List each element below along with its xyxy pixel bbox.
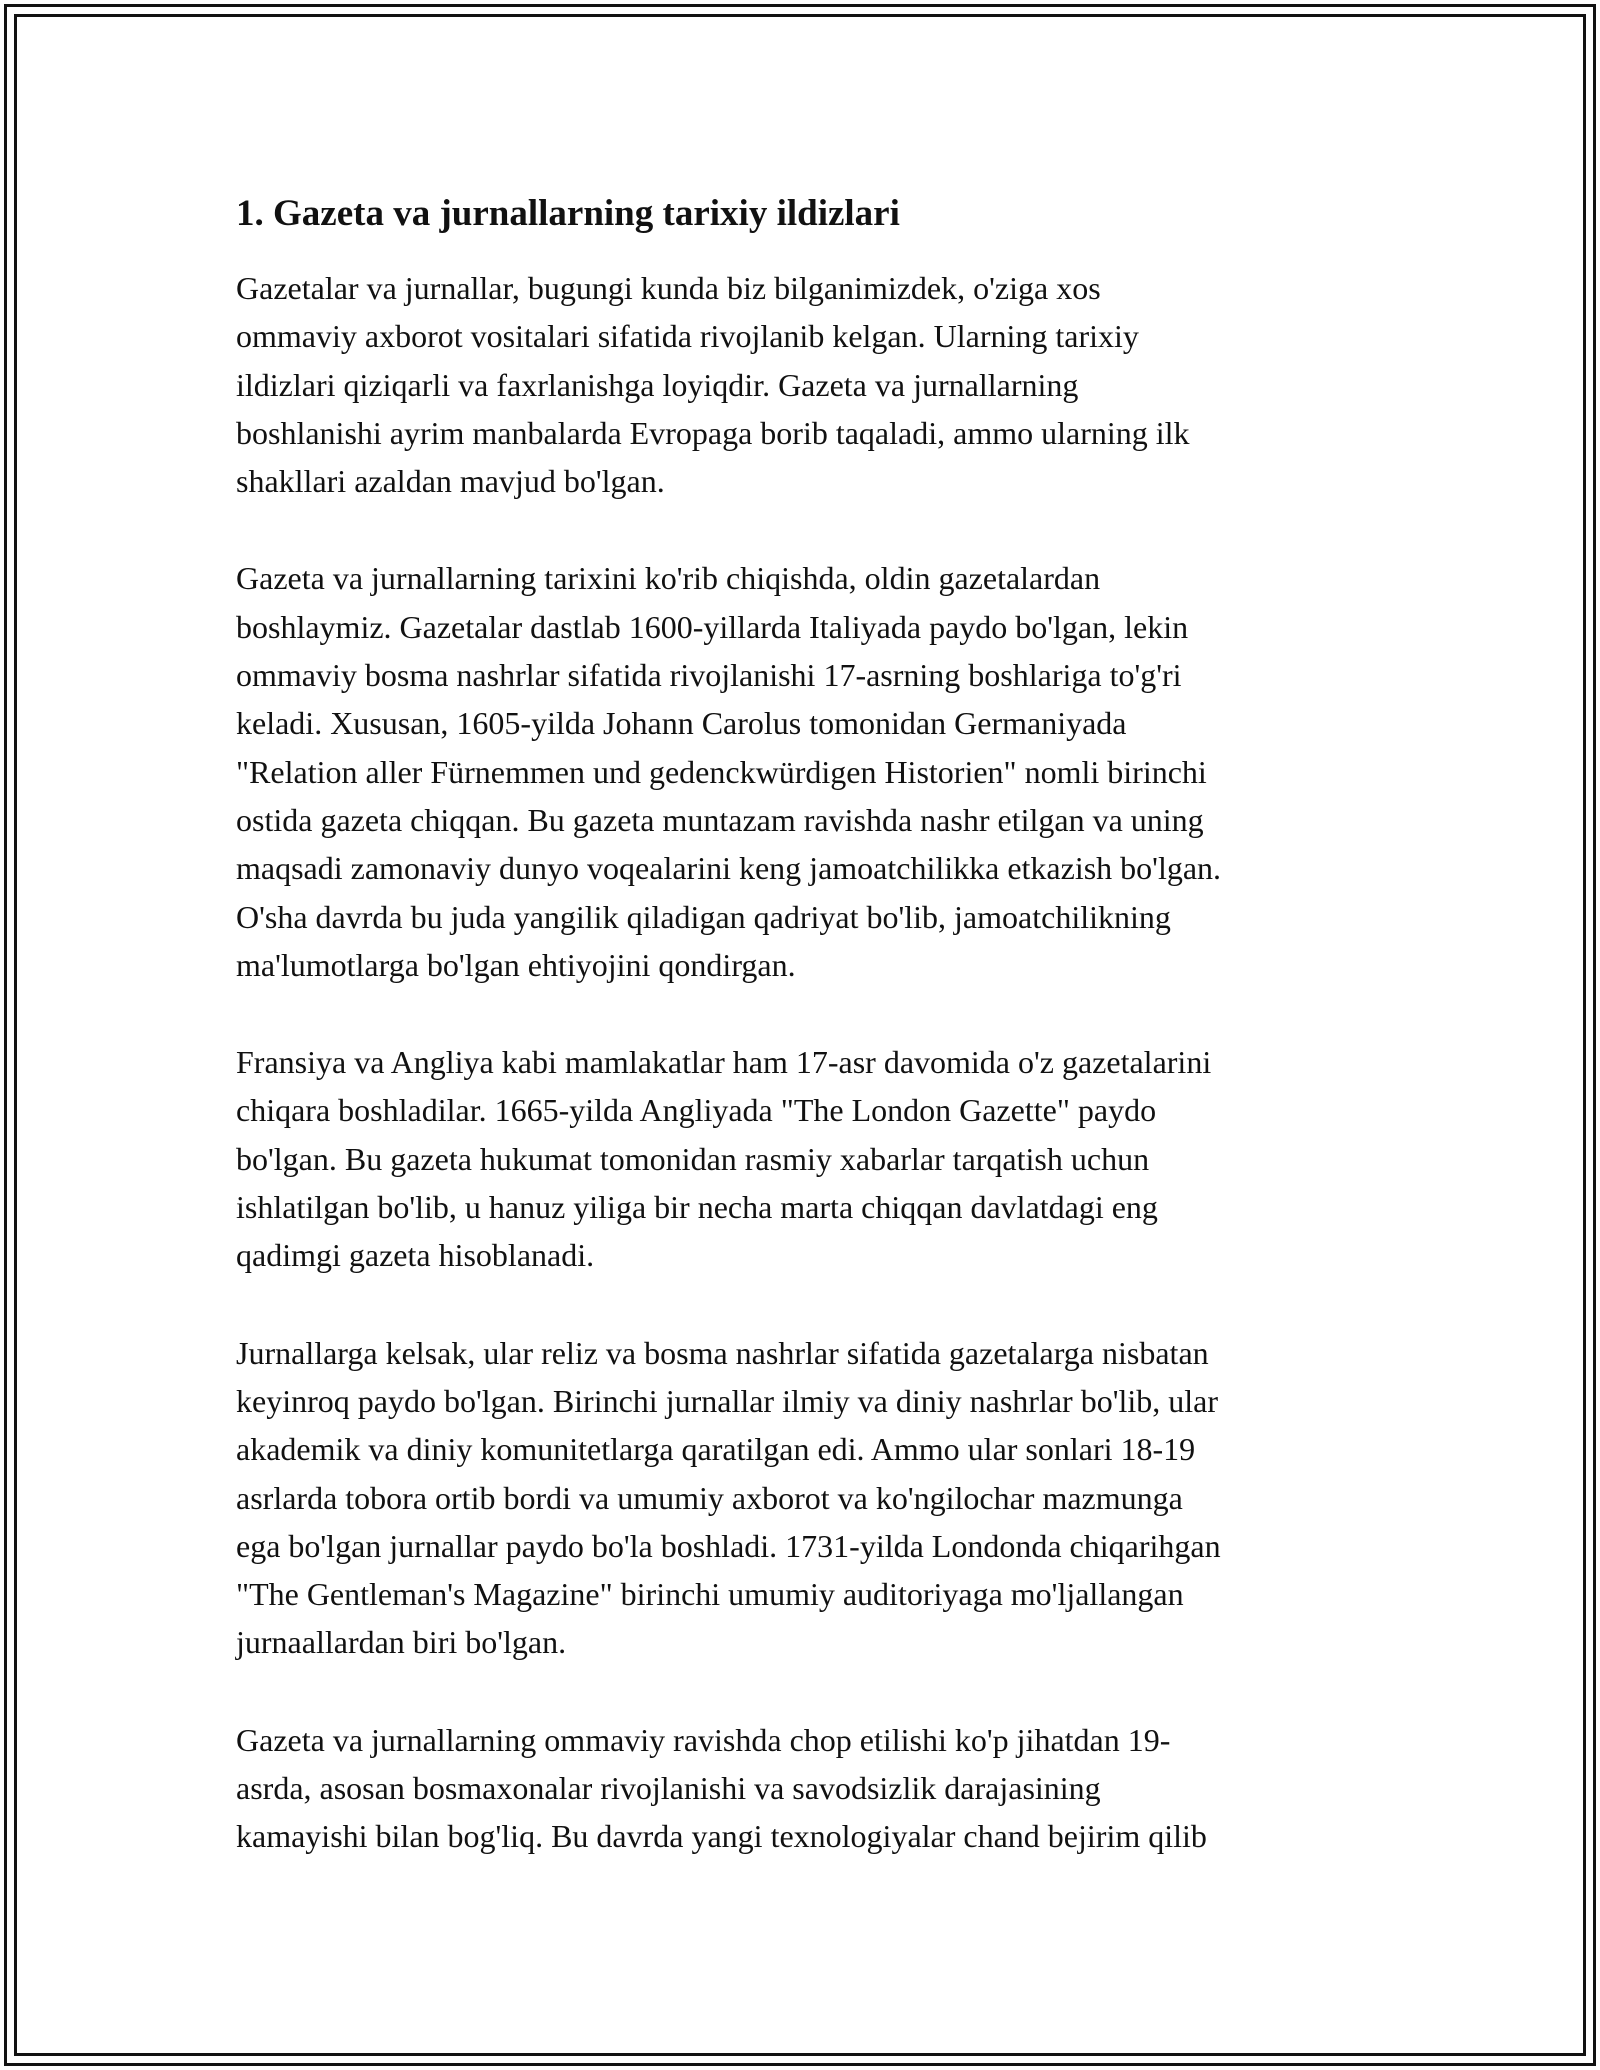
- paragraph-2: Gazeta va jurnallarning tarixini ko'rib chiqishda, oldin gazetalardan boshlaymiz. Gazetalar dastlab 1600-yillarda Italiyada paydo bo'lgan, lekin ommaviy bosma nashrlar sifatida rivojlanishi 17-asrning boshlariga to'g'ri keladi. Xususan, 1605-yilda Johann Carolus tomonidan Germaniyada "Relation aller Fürnemmen und gedenckwürdigen Historien" nomli birinchi ostida gazeta chiqqan. Bu gazeta muntazam ravishda nashr etilgan va uning maqsadi zamonaviy dunyo voqealarini keng jamoatchilikka etkazish bo'lgan. O'sha davrda bu juda yangilik qiladigan qadriyat bo'lib, jamoatchilikning ma'lumotlarga bo'lgan ehtiyojini qondirgan.: [236, 560, 1222, 983]
- document-body: [236, 186, 1376, 1910]
- paragraph-3: Fransiya va Angliya kabi mamlakatlar ham 17-asr davomida o'z gazetalarini chiqara boshladilar. 1665-yilda Angliyada "The London Gazette" paydo bo'lgan. Bu gazeta hukumat tomonidan rasmiy xabarlar tarqatish uchun ishlatilgan bo'lib, u hanuz yiliga bir necha marta chiqqan davlatdagi eng qadimgi gazeta hisoblanadi.: [236, 1044, 1212, 1274]
- paragraph-4: Jurnallarga kelsak, ular reliz va bosma nashrlar sifatida gazetalarga nisbatan keyinroq paydo bo'lgan. Birinchi jurnallar ilmiy va diniy nashrlar bo'lib, ular akademik va diniy komunitetlarga qaratilgan edi. Ammo ular sonlari 18-19 asrlarda tobora ortib bordi va umumiy axborot va ko'ngilochar mazmunga ega bo'lgan jurnallar paydo bo'la boshladi. 1731-yilda Londonda chiqarihgan "The Gentleman's Magazine" birinchi umumiy auditoriyaga mo'ljallangan jurnaallardan biri bo'lgan.: [236, 1334, 1221, 1661]
- paragraph-5: Gazeta va jurnallarning ommaviy ravishda chop etilishi ko'p jihatdan 19- asrda, asosan bosmaxonalar rivojlanishi va savodsizlik darajasining kamayishi bilan bog'liq. Bu davrda yangi texnologiyalar chand bejirim qilib: [236, 1721, 1207, 1855]
- section-heading: 1. Gazeta va jurnallarning tarixiy ildizlari: [236, 193, 900, 234]
- paragraph-1: Gazetalar va jurnallar, bugungi kunda biz bilganimizdek, o'ziga xos ommaviy axborot vositalari sifatida rivojlanib kelgan. Ularning tarixiy ildizlari qiziqarli va faxrlanishga loyiqdir. Gazeta va jurnallarning boshlanishi ayrim manbalarda Evropaga borib taqaladi, ammo ularning ilk shakllari azaldan mavjud bo'lgan.: [236, 270, 1190, 500]
